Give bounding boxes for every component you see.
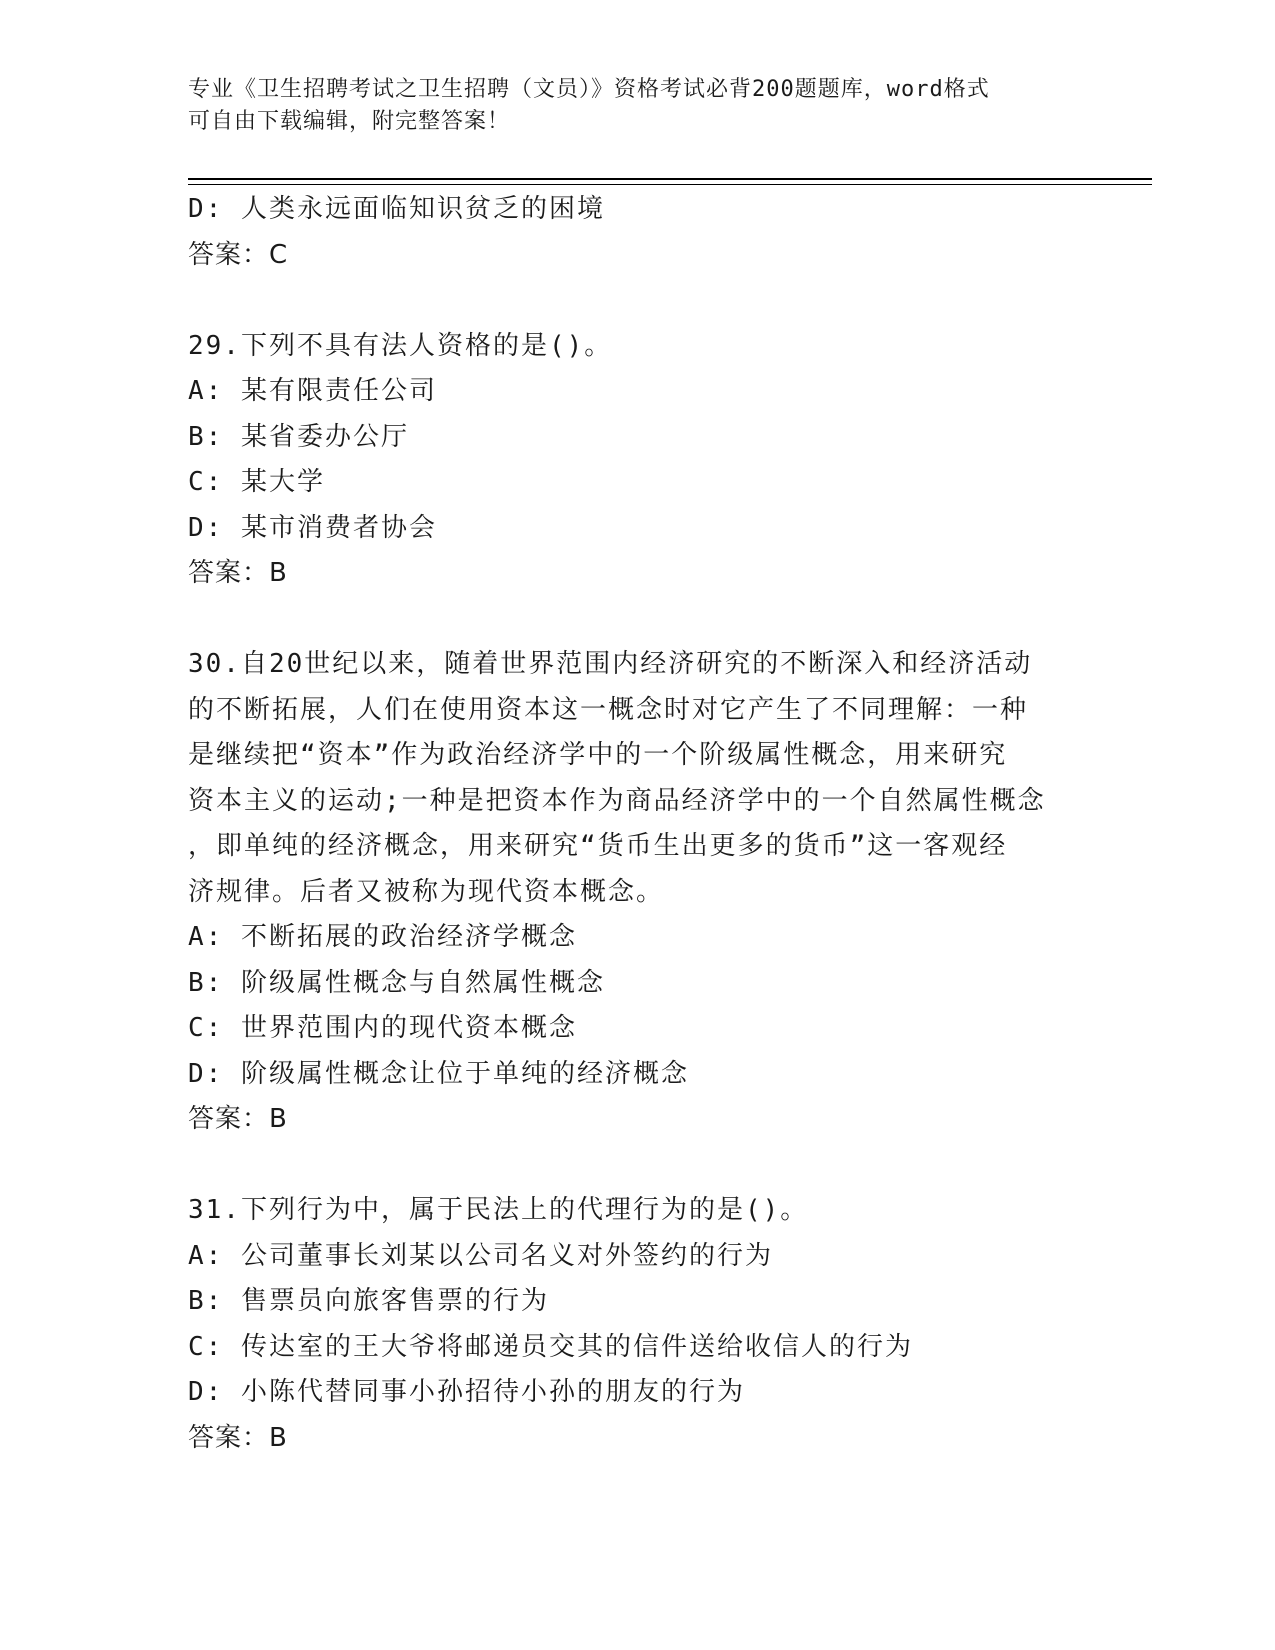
question-stem-line-6: 济规律。后者又被称为现代资本概念。 [188,876,665,907]
answer-line: 答案：B [188,558,288,588]
question-stem: 31.下列行为中，属于民法上的代理行为的是()。 [188,1195,809,1225]
question-spacer [188,1143,1088,1189]
option-c: C: 某大学 [188,467,325,497]
option-b: B: 阶级属性概念与自然属性概念 [188,967,605,998]
option-a: A: 公司董事长刘某以公司名义对外签约的行为 [188,1240,773,1271]
answer-line: 答案：B [188,1104,288,1134]
question-spacer [188,278,1088,324]
question-stem-line-2: 的不断拓展，人们在使用资本这一概念时对它产生了不同理解：一种 [188,694,1029,725]
option-b: B: 售票员向旅客售票的行为 [188,1286,549,1316]
option-b: B: 某省委办公厅 [188,421,409,452]
option-d: D: 某市消费者协会 [188,512,437,543]
option-d: D: 阶级属性概念让位于单纯的经济概念 [188,1058,689,1089]
question-stem-line-4: 资本主义的运动;一种是把资本作为商品经济学中的一个自然属性概念 [188,785,1046,816]
option-d: D: 人类永远面临知识贫乏的困境 [188,194,605,224]
option-a: A: 某有限责任公司 [188,376,437,406]
document-header [188,74,1068,138]
question-stem-line-5: ，即单纯的经济概念，用来研究“货币生出更多的货币”这一客观经 [188,831,1008,861]
option-d: D: 小陈代替同事小孙招待小孙的朋友的行为 [188,1377,745,1407]
option-a: A: 不断拓展的政治经济学概念 [188,922,577,952]
header-divider-thick [188,178,1152,180]
question-31 [188,1188,1088,1461]
header-title-line-1: 专业《卫生招聘考试之卫生招聘（文员）》资格考试必背200题题库，word格式 [188,77,990,102]
question-29 [188,324,1088,597]
carryover-question [188,187,1088,278]
header-title-line-2: 可自由下载编辑，附完整答案！ [188,109,511,134]
question-list [188,187,1088,1461]
answer-line: 答案：B [188,1422,288,1453]
question-stem: 29.下列不具有法人资格的是()。 [188,330,613,361]
option-c: C: 世界范围内的现代资本概念 [188,1013,577,1043]
header-divider-thin [188,184,1152,185]
question-stem-line-3: 是继续把“资本”作为政治经济学中的一个阶级属性概念，用来研究 [188,740,1008,770]
answer-line: 答案：C [188,239,289,270]
question-stem-line-1: 30.自20世纪以来，随着世界范围内经济研究的不断深入和经济活动 [188,649,1033,679]
question-spacer [188,597,1088,643]
question-30 [188,642,1088,1143]
option-c: C: 传达室的王大爷将邮递员交其的信件送给收信人的行为 [188,1331,913,1362]
